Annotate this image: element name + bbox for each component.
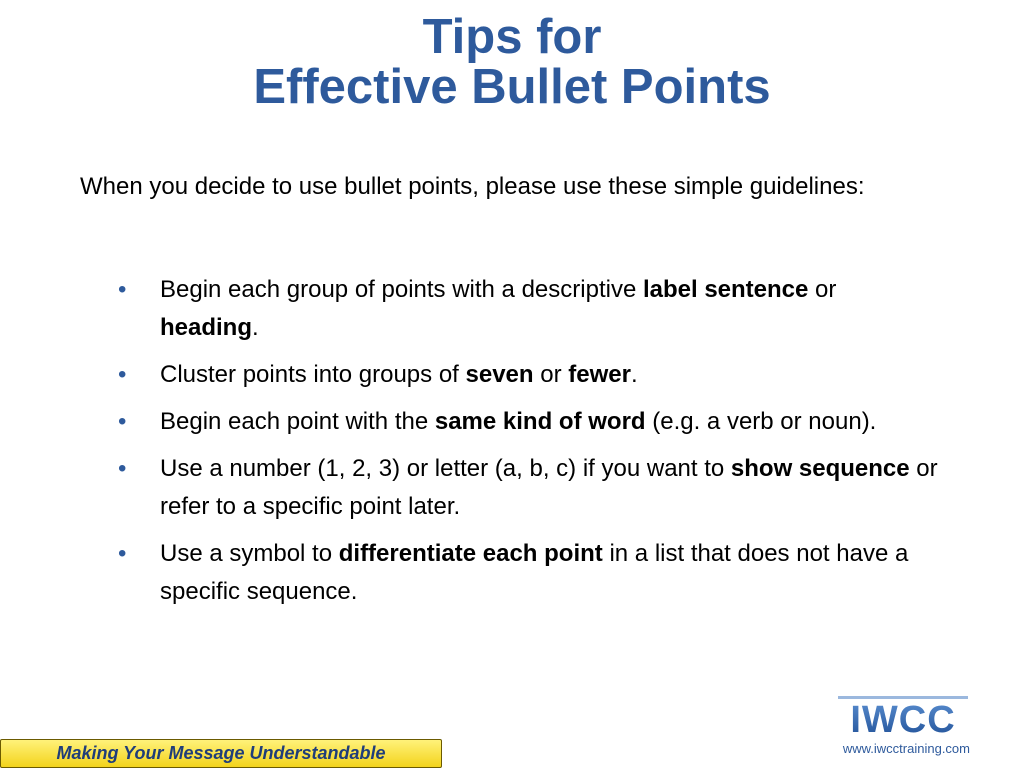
bullet-item: • Use a number (1, 2, 3) or letter (a, b, c) if you want to show sequence or refer to a specific point later. [118, 450, 938, 526]
bullet-icon: • [118, 408, 127, 435]
bullet-icon: • [118, 276, 127, 303]
logo-text: IWCC [850, 699, 956, 736]
intro-text: When you decide to use bullet points, please use these simple guidelines: [80, 173, 865, 200]
bullet-icon: • [118, 361, 127, 388]
title-line-1: Tips for [422, 10, 602, 64]
title-line-2: Effective Bullet Points [253, 60, 771, 114]
bullet-item: • Begin each point with the same kind of word (e.g. a verb or noun). [118, 403, 938, 441]
bullet-icon: • [118, 540, 127, 567]
bullet-icon: • [118, 455, 127, 482]
bullet-item: • Cluster points into groups of seven or fewer. [118, 356, 938, 394]
bullet-item: • Use a symbol to differentiate each point in a list that does not have a specific sequence. [118, 535, 938, 611]
iwcc-logo [836, 694, 970, 736]
bullet-list [118, 271, 938, 620]
footer-url[interactable]: www.iwcctraining.com [842, 741, 970, 756]
footer-banner-text: Making Your Message Understandable [56, 743, 386, 763]
bullet-item: • Begin each group of points with a descriptive label sentence or heading. [118, 271, 938, 347]
footer-banner [0, 739, 442, 768]
slide-title [0, 12, 1024, 112]
